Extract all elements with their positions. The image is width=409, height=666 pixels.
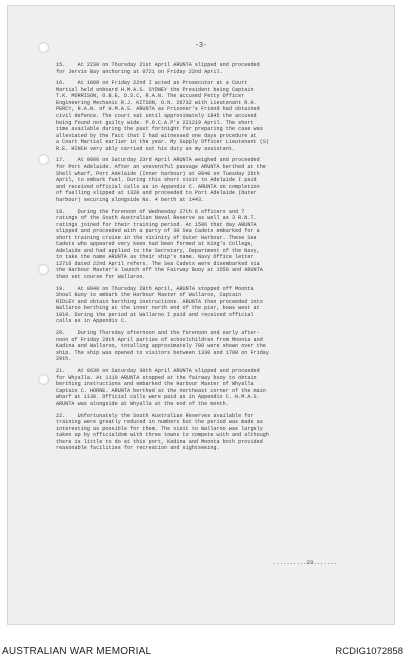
text-line: ratings joined for their training period. At 1506 that day ARUNTA bbox=[56, 221, 257, 228]
text-line: civil defence. The court sat until approximately 1845 the accused bbox=[56, 113, 257, 120]
paragraph bbox=[56, 62, 382, 75]
text-line: a Court Martial earlier in the year. My Supply Officer Lieutenant (S) bbox=[56, 139, 269, 146]
text-line: 15. At 2230 on Thursday 21st April ARUNTA slipped and proceeded bbox=[56, 62, 260, 68]
text-line: slipped and proceeded with a party of 30 Sea Cadets embarked for a bbox=[56, 228, 260, 235]
continuation-mark: ..........23....... bbox=[273, 559, 337, 566]
text-line: 22. Unfortunately the South Australian Reserves available for bbox=[56, 412, 254, 419]
text-line: Shoal Buoy to embark the Harbour Master of Wallaroo, Captain bbox=[56, 292, 242, 299]
text-line: RIDLEY and obtain berthing instructions. ARUNTA then proceeded into bbox=[56, 298, 263, 305]
text-line: calls as in Appendix C. bbox=[56, 318, 127, 325]
text-line: Martial held onboard H.M.A.S. SYDNEY the President being Captain bbox=[56, 86, 254, 93]
text-line: 16. At 1000 on Friday 22nd I acted as Prosecutor at a Court bbox=[56, 80, 248, 87]
text-line: training were greatly reduced in numbers but the period was made as bbox=[56, 419, 263, 426]
text-line: being found not guilty wide. P.O.C.A.P's 221219 April. The short bbox=[56, 119, 254, 126]
text-line: Engineering Mechanic R.J. KITSON, O.N. 26732 with Lieutenant R.H. bbox=[56, 99, 257, 106]
text-line: Adelaide and had applied to the Secretary, Department of the Navy, bbox=[56, 247, 260, 254]
document-body bbox=[56, 62, 382, 457]
text-line: 18. During the forenoon of Wednesday 27th 6 officers and 7 bbox=[56, 208, 245, 215]
paragraph bbox=[56, 368, 382, 407]
text-line: then set course for Wallaroo. bbox=[56, 273, 146, 280]
text-line: Kadina and Wallaroo, totalling approximately 700 were shown over the bbox=[56, 343, 266, 350]
text-line: taken up by officialdom with three towns to compete with and although bbox=[56, 432, 269, 439]
text-line: 29th. bbox=[56, 356, 72, 363]
text-line: ARUNTA was alongside at Whyalla at the end of the month. bbox=[56, 400, 229, 407]
paragraph bbox=[56, 157, 382, 203]
text-line: ratings of the South Australian Naval Reserve as well as 3 R.N.T. bbox=[56, 215, 257, 222]
page-number: -3- bbox=[194, 42, 208, 50]
text-line: 1010. During the period at Wallaroo I paid and received official bbox=[56, 311, 254, 318]
text-line: interesting as possible for them. The visit to Wallaroo was largely bbox=[56, 425, 263, 432]
archive-footer bbox=[0, 632, 409, 666]
text-line: for Port Adelaide. After an uneventful passage ARUNTA berthed at the bbox=[56, 164, 266, 171]
text-line: April, to embark fuel. During this short visit to Adelaide I paid bbox=[56, 177, 257, 184]
text-line: short training cruise in the vicinity of Outer Harbour. These Sea bbox=[56, 234, 257, 241]
text-line: 19. At 0840 on Thursday 28th April, ARUNTA stopped off Moonta bbox=[56, 285, 254, 292]
paragraph bbox=[56, 330, 382, 363]
archive-reference: RCDIG1072858 bbox=[335, 646, 403, 657]
text-line: alleviated by the fact that I had witnessed one days procedure at bbox=[56, 132, 257, 139]
text-line: to take the name ARUNTA as their ship's name. Navy Office letter bbox=[56, 254, 254, 261]
text-line: of fuelling slipped at 1320 and proceeded to Port Adelaide (Outer bbox=[56, 190, 257, 197]
text-line: the Harbour Master's launch off the Fairway Buoy at 1550 and ARUNTA bbox=[56, 267, 263, 274]
text-line: Shell wharf, Port Adelaide (Inner harbour) at 0840 on Tuesday 26th bbox=[56, 170, 260, 177]
text-line: ship. The ship was opened to visitors between 1330 and 1700 on Friday bbox=[56, 349, 269, 356]
text-line: noon of Friday 29th April parties of schoolchildren from Moonta and bbox=[56, 336, 263, 343]
text-line: for Whyalla. At 1110 ARUNTA stopped at the fairway buoy to obtain bbox=[56, 374, 257, 381]
text-line: there is little to do at this port, Kadina and Moonta both provided bbox=[56, 438, 263, 445]
text-line: 12716 dated 22nd April refers. The Sea Cadets were disembarked via bbox=[56, 260, 260, 267]
text-line: T.K. MORRISON, O.B.E, D.S.C, R.A.N. The accused Petty Officer bbox=[56, 93, 245, 100]
text-line: and received official calls as in Appendix C. ARUNTA on completion bbox=[56, 183, 260, 190]
text-line: time available during the past fortnight for preparing the case was bbox=[56, 126, 263, 133]
text-line: Wallaroo berthing at the inner north end of the pier, bows west at bbox=[56, 305, 260, 312]
text-line: Cadets who appeared very keen had been formed at King's College, bbox=[56, 241, 254, 248]
text-line: PERCY, R.A.N. of H.M.A.S. ARUNTA as Prisoner's Friend had obtained bbox=[56, 106, 260, 113]
archive-name: AUSTRALIAN WAR MEMORIAL bbox=[2, 646, 152, 657]
text-line: wharf at 1130. Official calls were paid as in Appendix C. H.M.A.S. bbox=[56, 394, 260, 401]
text-line: harbour) securing alongside No. 4 berth at 1443. bbox=[56, 196, 205, 203]
paragraph bbox=[56, 209, 382, 281]
document-page bbox=[8, 6, 394, 624]
text-line: berthing instructions and embarked the Harbour Master of Whyalla bbox=[56, 381, 254, 388]
paragraph bbox=[56, 286, 382, 325]
text-line: R.E. HINCH very ably carried out his duty as my assistant. bbox=[56, 145, 236, 152]
punch-hole bbox=[38, 374, 49, 385]
text-line: 17. At 0600 on Saturday 23rd April ARUNTA weighed and proceeded bbox=[56, 157, 260, 164]
paragraph bbox=[56, 413, 382, 452]
punch-hole bbox=[38, 154, 49, 165]
text-line: 21. At 0630 on Saturday 30th April ARUNTA slipped and proceeded bbox=[56, 368, 260, 375]
text-line: 20. During Thursday afternoon and the forenoon and early after- bbox=[56, 330, 260, 337]
text-line: for Jervis Bay anchoring at 0721 on Friday 22nd April. bbox=[56, 68, 223, 75]
paragraph bbox=[56, 80, 382, 152]
text-line: reasonable facilities for recreation and sightseeing. bbox=[56, 445, 220, 452]
punch-hole bbox=[38, 264, 49, 275]
text-line: Captain C. HORNE. ARUNTA berthed at the northeast corner of the main bbox=[56, 387, 266, 394]
